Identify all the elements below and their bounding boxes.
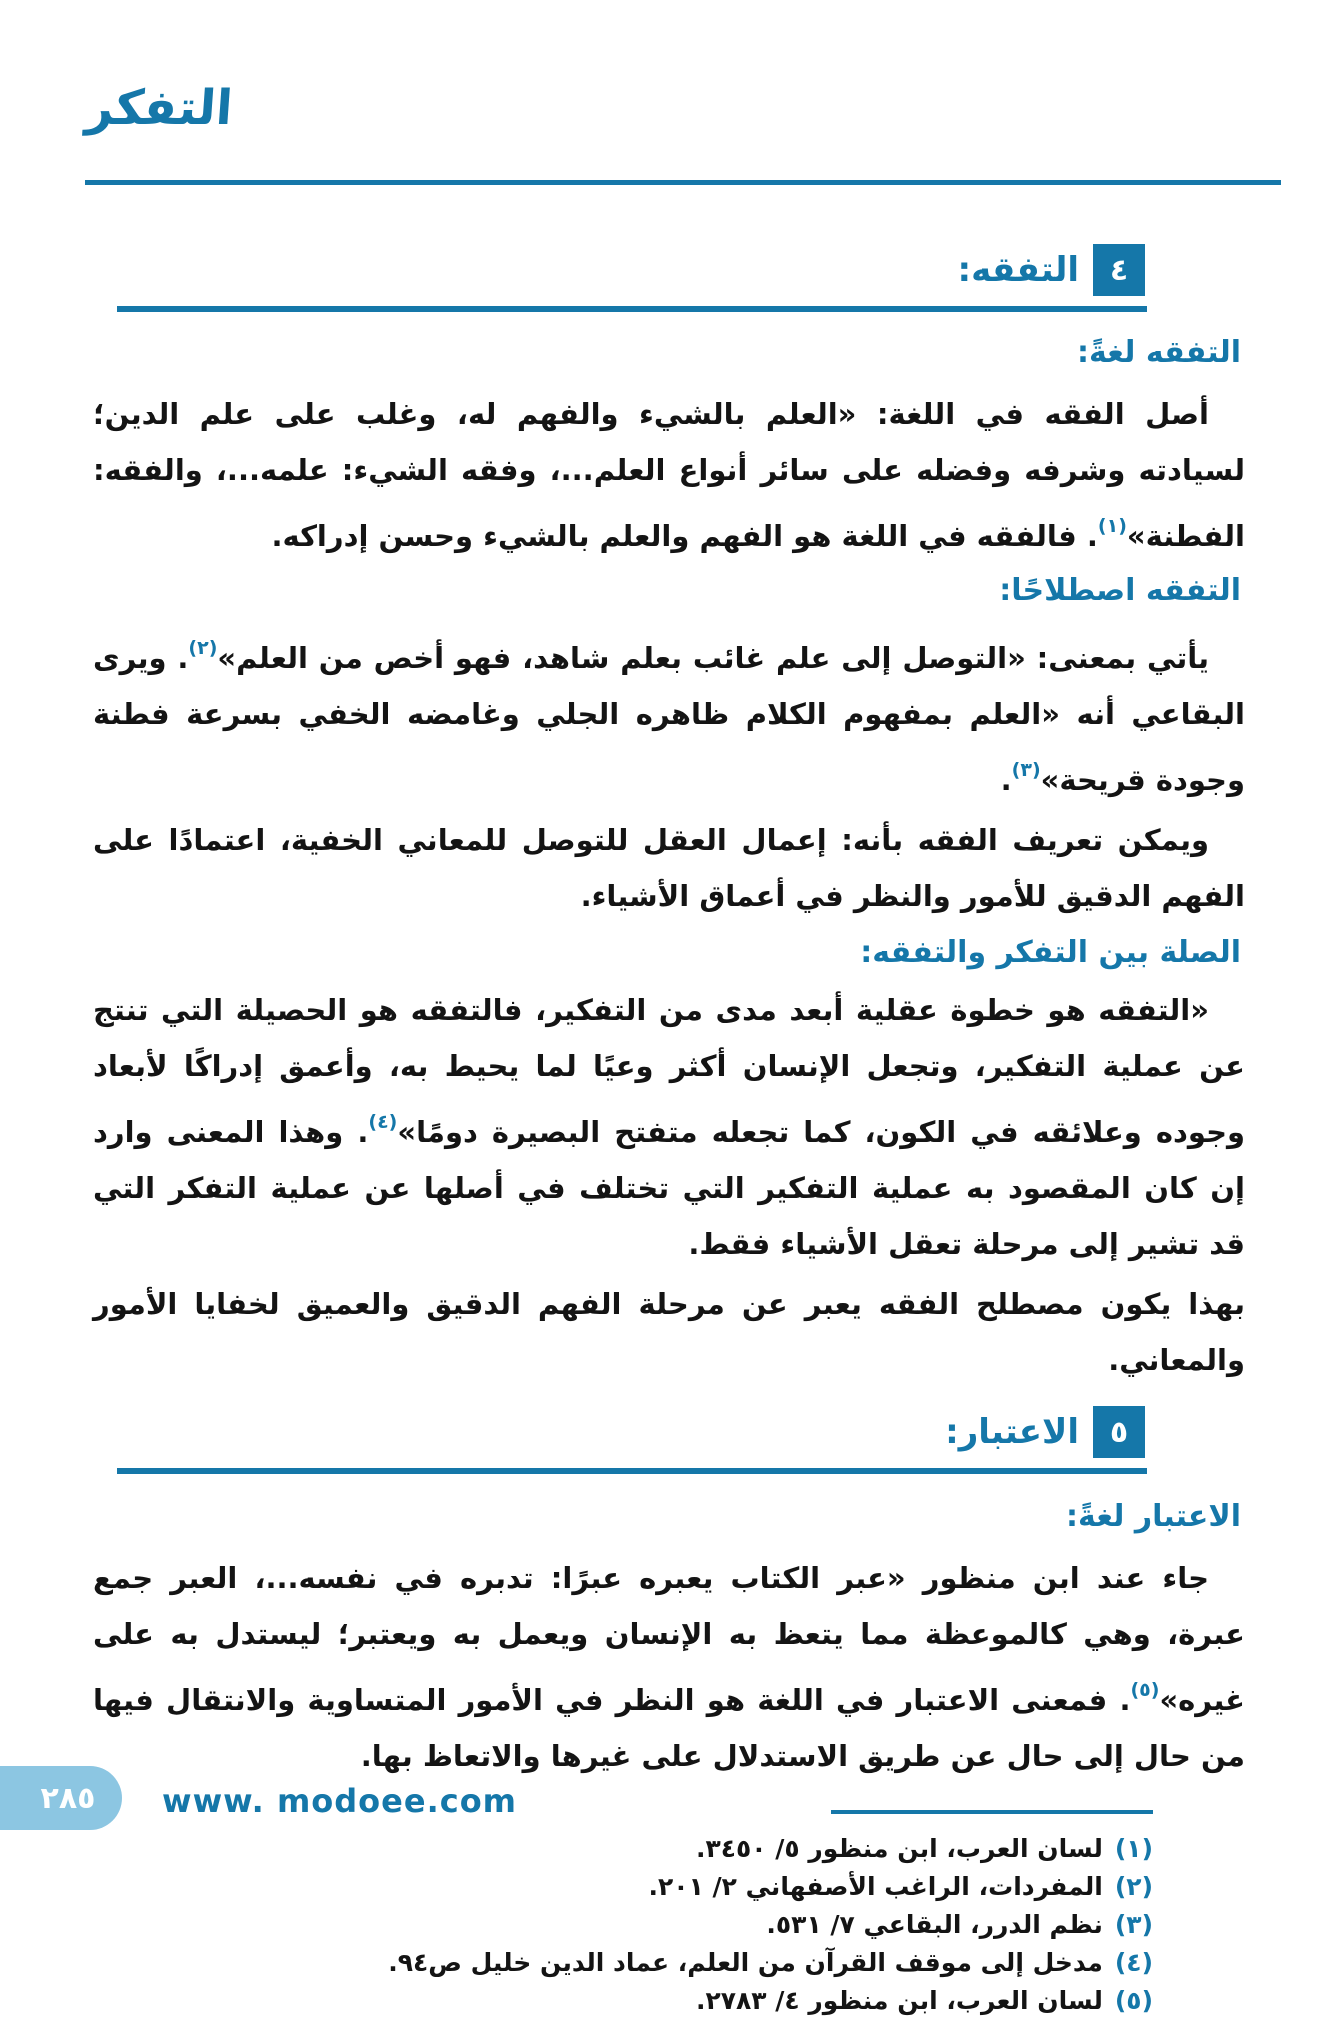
- footnote-item: [93, 1868, 1153, 1906]
- subheading-tafaqquh-istilah: التفقه اصطلاحًا:: [999, 573, 1241, 608]
- footnote-text: نظم الدرر، البقاعي ٧/ ٥٣١.: [766, 1910, 1103, 1939]
- footnote-ref-4: (٤): [368, 1111, 398, 1133]
- section-number-badge: ٥: [1093, 1406, 1145, 1458]
- paragraph-text: بهذا يكون مصطلح الفقه يعبر عن مرحلة الفهم الدقيق والعميق لخفايا الأمور والمعاني.: [93, 1287, 1245, 1377]
- footnote-ref-1: (١): [1097, 515, 1127, 537]
- paragraph: [93, 620, 1245, 808]
- paragraph-text: أصل الفقه في اللغة: «العلم بالشيء والفهم له، وغلب على علم الدين؛ لسيادته وشرفه وفضله على سائر أنواع العلم...، وفقه الشيء: علمه...، والفقه: الفطنة»: [93, 397, 1245, 553]
- page-number: ٢٨٥: [40, 1780, 96, 1816]
- footnote-separator: [831, 1810, 1153, 1814]
- paragraph-text: .: [1000, 763, 1012, 797]
- footnote-item: [93, 1830, 1153, 1868]
- footnote-number: (٢): [1114, 1872, 1153, 1901]
- website-url: www. modoee.com: [162, 1782, 518, 1820]
- paragraph-text: . فالفقه في اللغة هو الفهم والعلم بالشيء وحسن إدراكه.: [271, 519, 1098, 553]
- footnotes-block: [93, 1830, 1153, 2020]
- section-heading-5: [93, 1406, 1145, 1458]
- page-number-pill: [0, 1766, 122, 1830]
- paragraph-text: . وهذا المعنى وارد إن كان المقصود به عملية التفكير التي تختلف في أصلها عن عملية التفكر التي قد تشير إلى مرحلة تعقل الأشياء فقط.: [93, 1115, 1245, 1261]
- section-number-badge: ٤: [1093, 244, 1145, 296]
- footnote-number: (٤): [1114, 1948, 1153, 1977]
- paragraph-text: . ويرى البقاعي أنه «العلم بمفهوم الكلام ظاهره الجلي وغامضه الخفي بسرعة فطنة وجودة قريحة»: [93, 641, 1245, 797]
- header-rule: [85, 180, 1281, 185]
- section-heading-4: [93, 244, 1145, 296]
- subheading-itibar-lugha: الاعتبار لغةً:: [1066, 1499, 1241, 1534]
- footnote-item: [93, 1944, 1153, 1982]
- footnote-text: لسان العرب، ابن منظور ٤/ ٢٧٨٣.: [696, 1986, 1103, 2015]
- footnote-ref-2: (٢): [188, 637, 218, 659]
- footnote-number: (١): [1114, 1834, 1153, 1863]
- footnote-text: مدخل إلى موقف القرآن من العلم، عماد الدين خليل ص٩٤.: [388, 1948, 1103, 1977]
- subheading-silah: الصلة بين التفكر والتفقه:: [860, 935, 1241, 970]
- footnote-item: [93, 1906, 1153, 1944]
- section-title: التفقه:: [957, 250, 1079, 290]
- paragraph-text: جاء عند ابن منظور «عبر الكتاب يعبره عبرًا: تدبره في نفسه...، العبر جمع عبرة، وهي كالموعظة مما يتعظ به الإنسان ويعمل به ويعتبر؛ ليستدل به على غيره»: [93, 1561, 1245, 1717]
- paragraph: [93, 386, 1245, 564]
- footnote-ref-3: (٣): [1011, 759, 1041, 781]
- footnote-number: (٣): [1114, 1910, 1153, 1939]
- paragraph: [93, 1550, 1245, 1784]
- section-rule: [117, 1468, 1147, 1474]
- running-head-title: التفكر: [84, 80, 235, 136]
- page-content: [93, 228, 1245, 2020]
- footnote-text: المفردات، الراغب الأصفهاني ٢/ ٢٠١.: [648, 1872, 1103, 1901]
- footnote-ref-5: (٥): [1130, 1679, 1160, 1701]
- footnote-item: [93, 1982, 1153, 2020]
- footnote-number: (٥): [1114, 1986, 1153, 2015]
- paragraph: [93, 812, 1245, 924]
- paragraph-text: ويمكن تعريف الفقه بأنه: إعمال العقل للتوصل للمعاني الخفية، اعتمادًا على الفهم الدقيق للأمور والنظر في أعماق الأشياء.: [93, 823, 1245, 913]
- paragraph: [93, 982, 1245, 1272]
- paragraph: [93, 1276, 1245, 1388]
- section-rule: [117, 306, 1147, 312]
- section-title: الاعتبار:: [945, 1412, 1079, 1452]
- paragraph-text: «التفقه هو خطوة عقلية أبعد مدى من التفكير، فالتفقه هو الحصيلة التي تنتج عن عملية التفكير، وتجعل الإنسان أكثر وعيًا لما يحيط به، وأعمق إدراكًا لأبعاد وجوده وعلائقه في الكون، كما تجعله متفتح البصيرة دومًا»: [93, 993, 1245, 1149]
- footnote-text: لسان العرب، ابن منظور ٥/ ٣٤٥٠.: [696, 1834, 1103, 1863]
- paragraph-text: يأتي بمعنى: «التوصل إلى علم غائب بعلم شاهد، فهو أخص من العلم»: [217, 641, 1209, 675]
- subheading-tafaqquh-lugha: التفقه لغةً:: [1076, 335, 1241, 370]
- paragraph-text: . فمعنى الاعتبار في اللغة هو النظر في الأمور المتساوية والانتقال فيها من حال إلى حال عن طريق الاستدلال على غيرها والاتعاظ بها.: [93, 1683, 1245, 1773]
